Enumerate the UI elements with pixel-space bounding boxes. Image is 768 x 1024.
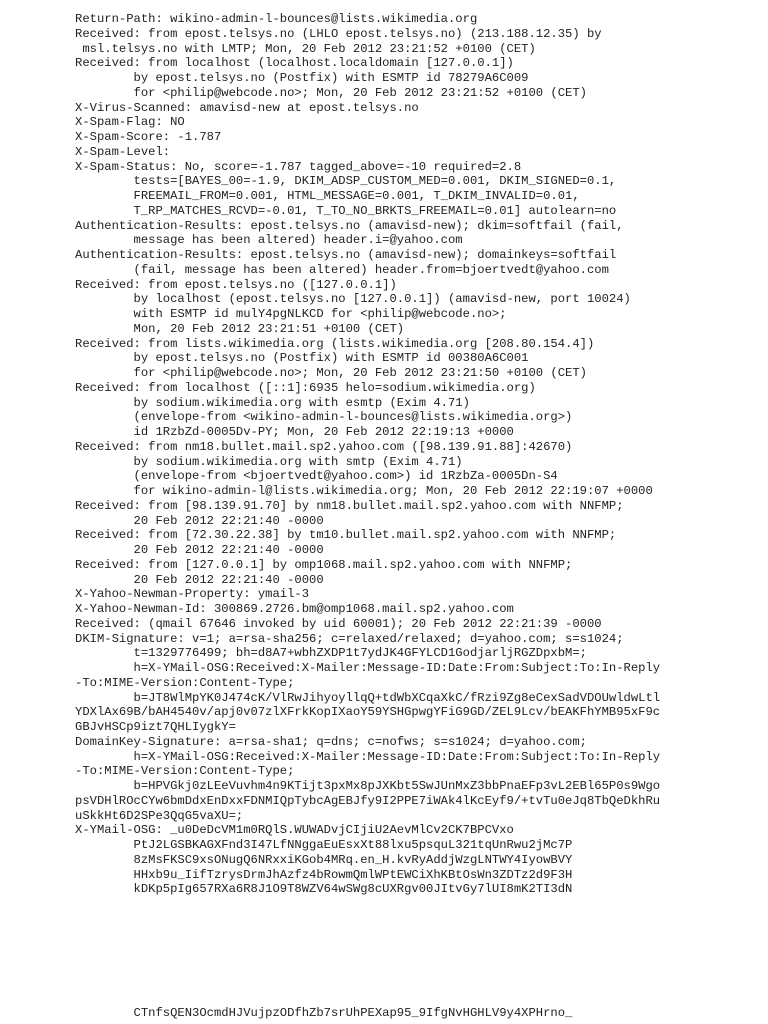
header-line: Received: from epost.telsys.no ([127.0.0.1]) <box>75 277 397 292</box>
email-header-text <box>75 12 765 897</box>
header-line: X-Spam-Status: No, score=-1.787 tagged_above=-10 required=2.8 <box>75 159 522 174</box>
header-line: Authentication-Results: epost.telsys.no (amavisd-new); domainkeys=softfail <box>75 248 617 262</box>
header-line: by sodium.wikimedia.org with esmtp (Exim 4.71) <box>75 395 470 410</box>
header-line: 20 Feb 2012 22:21:40 -0000 <box>75 513 324 528</box>
header-line: Received: from lists.wikimedia.org (lists.wikimedia.org [208.80.154.4]) <box>75 336 595 351</box>
header-line: -To:MIME-Version:Content-Type; <box>75 675 295 690</box>
header-line-trailing: CTnfsQEN3OcmdHJVujpzODfhZb7srUhPEXap95_9IfgNvHGHLV9y4XPHrno_ <box>75 1006 573 1020</box>
header-line: b=HPVGkj0zLEeVuvhm4n9KTijt3pxMx8pJXKbt5SwJUnMxZ3bbPnaEFp3vL2EBl65P0s9Wgo <box>75 779 661 793</box>
header-line: 8zMsFKSC9xsONugQ6NRxxiKGob4MRq.en_H.kvRyAddjWzgLNTWY4IyowBVY <box>75 852 573 867</box>
header-line: Received: (qmail 67646 invoked by uid 60001); 20 Feb 2012 22:21:39 -0000 <box>75 616 602 631</box>
header-line: by epost.telsys.no (Postfix) with ESMTP id 00380A6C001 <box>75 351 529 366</box>
header-line: for <philip@webcode.no>; Mon, 20 Feb 2012 23:21:50 +0100 (CET) <box>75 366 587 380</box>
header-line: X-Yahoo-Newman-Property: ymail-3 <box>75 587 310 602</box>
header-line: uSkkHt6D2SPe3QqG5vaXU=; <box>75 808 244 823</box>
header-line: GBJvHSCp9izt7QHLIygkY= <box>75 720 236 734</box>
header-line: psVDHlROcCYw6bmDdxEnDxxFDNMIQpTybcAgEBJfy9I2PPE7iWAk4lKcEyf9/+tvTu0eJq8TbQeDkhRu <box>75 793 661 808</box>
header-line: Received: from [127.0.0.1] by omp1068.mail.sp2.yahoo.com with NNFMP; <box>75 557 573 572</box>
header-line: id 1RzbZd-0005Dv-PY; Mon, 20 Feb 2012 22:19:13 +0000 <box>75 425 514 439</box>
header-line: X-Spam-Level: <box>75 144 171 159</box>
header-line: X-Spam-Flag: NO <box>75 115 185 130</box>
header-line: T_RP_MATCHES_RCVD=-0.01, T_TO_NO_BRKTS_FREEMAIL=0.01] autolearn=no <box>75 203 617 218</box>
header-line: (envelope-from <bjoertvedt@yahoo.com>) id 1RzbZa-0005Dn-S4 <box>75 469 558 484</box>
header-line: by epost.telsys.no (Postfix) with ESMTP id 78279A6C009 <box>75 71 529 85</box>
header-line: tests=[BAYES_00=-1.9, DKIM_ADSP_CUSTOM_MED=0.001, DKIM_SIGNED=0.1, <box>75 174 617 189</box>
header-line: Received: from nm18.bullet.mail.sp2.yahoo.com ([98.139.91.88]:42670) <box>75 439 573 454</box>
header-line: Received: from [98.139.91.70] by nm18.bullet.mail.sp2.yahoo.com with NNFMP; <box>75 498 624 513</box>
header-line: message has been altered) header.i=@yahoo.com <box>75 233 463 248</box>
header-line: by localhost (epost.telsys.no [127.0.0.1]) (amavisd-new, port 10024) <box>75 292 631 307</box>
header-line: for <philip@webcode.no>; Mon, 20 Feb 2012 23:21:52 +0100 (CET) <box>75 85 587 100</box>
header-line: Received: from epost.telsys.no (LHLO epost.telsys.no) (213.188.12.35) by <box>75 26 602 41</box>
header-line: -To:MIME-Version:Content-Type; <box>75 764 295 779</box>
header-line: PtJ2LGSBKAGXFnd3I47LfNNggaEuEsxXt88lxu5psquL321tqUnRwu2jMc7P <box>75 838 573 852</box>
header-line: X-Spam-Score: -1.787 <box>75 130 222 144</box>
header-line: Mon, 20 Feb 2012 23:21:51 +0100 (CET) <box>75 321 405 336</box>
header-line: Received: from [72.30.22.38] by tm10.bullet.mail.sp2.yahoo.com with NNFMP; <box>75 528 617 543</box>
header-line: Return-Path: wikino-admin-l-bounces@lists.wikimedia.org <box>75 12 478 26</box>
header-line: (fail, message has been altered) header.from=bjoertvedt@yahoo.com <box>75 262 609 277</box>
header-line: for wikino-admin-l@lists.wikimedia.org; Mon, 20 Feb 2012 22:19:07 +0000 <box>75 484 653 498</box>
header-line: Received: from localhost (localhost.localdomain [127.0.0.1]) <box>75 56 514 71</box>
header-line: X-YMail-OSG: _u0DeDcVM1m0RQlS.WUWADvjCIjiU2AevMlCv2CK7BPCVxo <box>75 823 514 838</box>
header-line: DKIM-Signature: v=1; a=rsa-sha256; c=relaxed/relaxed; d=yahoo.com; s=s1024; <box>75 631 624 646</box>
header-line: kDKp5pIg657RXa6R8J1O9T8WZV64wSWg8cUXRgv00JItvGy7lUI8mK2TI3dN <box>75 882 573 897</box>
header-line: with ESMTP id mulY4pgNLKCD for <philip@webcode.no>; <box>75 307 507 321</box>
header-line: msl.telsys.no with LMTP; Mon, 20 Feb 2012 23:21:52 +0100 (CET) <box>75 41 536 56</box>
header-line: h=X-YMail-OSG:Received:X-Mailer:Message-ID:Date:From:Subject:To:In-Reply <box>75 661 661 675</box>
header-line: Authentication-Results: epost.telsys.no (amavisd-new); dkim=softfail (fail, <box>75 218 624 233</box>
header-line: Received: from localhost ([::1]:6935 helo=sodium.wikimedia.org) <box>75 380 536 395</box>
header-line: by sodium.wikimedia.org with smtp (Exim 4.71) <box>75 454 463 469</box>
header-line: b=JT8WlMpYK0J474cK/VlRwJihyoyllqQ+tdWbXCqaXkC/fRzi9Zg8eCexSadVDOUwldwLtl <box>75 690 661 705</box>
header-line: h=X-YMail-OSG:Received:X-Mailer:Message-ID:Date:From:Subject:To:In-Reply <box>75 749 661 764</box>
header-line: X-Yahoo-Newman-Id: 300869.2726.bm@omp1068.mail.sp2.yahoo.com <box>75 602 514 616</box>
header-line: (envelope-from <wikino-admin-l-bounces@lists.wikimedia.org>) <box>75 410 573 425</box>
header-line: HHxb9u_IifTzrysDrmJhAzfz4bRowmQmlWPtEWCiXhKBtOsWn3ZDTz2d9F3H <box>75 867 573 882</box>
header-line: FREEMAIL_FROM=0.001, HTML_MESSAGE=0.001, T_DKIM_INVALID=0.01, <box>75 189 580 203</box>
header-line: 20 Feb 2012 22:21:40 -0000 <box>75 543 324 557</box>
header-line: X-Virus-Scanned: amavisd-new at epost.telsys.no <box>75 100 419 115</box>
header-line: t=1329776499; bh=d8A7+wbhZXDP1t7ydJK4GFYLCD1GodjarljRGZDpxbM=; <box>75 646 587 661</box>
header-line: YDXlAx69B/bAH4540v/apj0v07zlXFrkKopIXaoY59YSHGpwgYFiG9GD/ZEL9Lcv/bEAKFhYMB95xF9c <box>75 705 661 720</box>
header-line: DomainKey-Signature: a=rsa-sha1; q=dns; c=nofws; s=s1024; d=yahoo.com; <box>75 734 587 749</box>
header-line: 20 Feb 2012 22:21:40 -0000 <box>75 572 324 587</box>
